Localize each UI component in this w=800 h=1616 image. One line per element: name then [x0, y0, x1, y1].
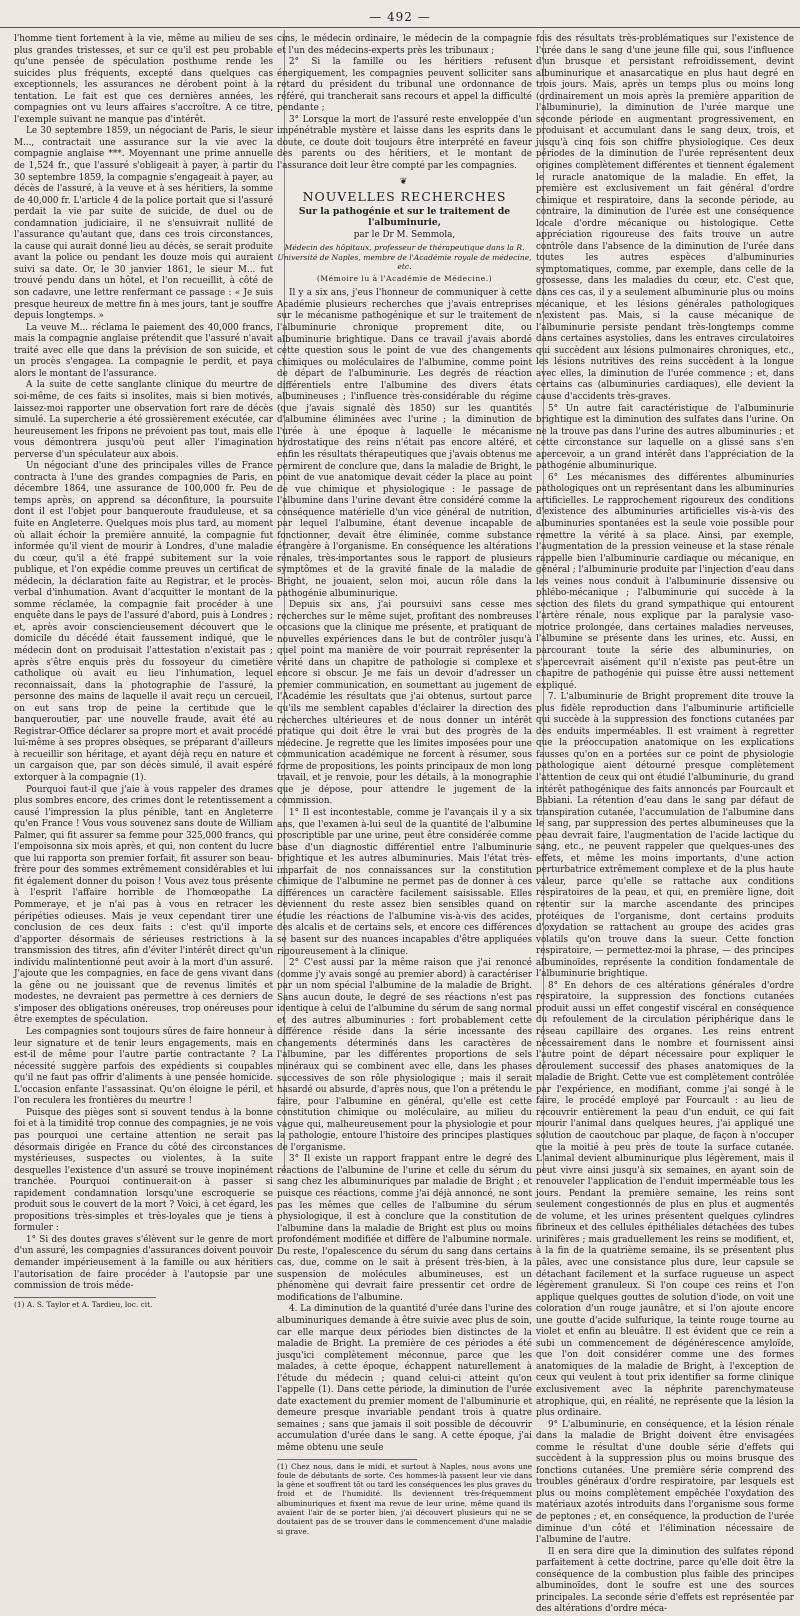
- column-3: [536, 34, 794, 1616]
- col2-paragraph: 3° Lorsque la mort de l'assuré reste enveloppée d'un impénétrable mystère et laisse dans les esprits dans le doute, ce doute doit toujours être interprété en faveur des parents ou des héritiers, et le montant de l'assurance doit leur être compté par les compagnies.: [277, 114, 532, 172]
- footnote-rule: [277, 1459, 417, 1460]
- article-byline: par le Dr M. Semmola,: [353, 229, 456, 240]
- col3-paragraph: 5° Un autre fait caractéristique de l'albuminurie brightique est la diminution des sulfates dans l'urine. On ne la trouve pas dans l'urine des autres albuminuries ; et cette circonstance sur laquelle on a glissé sans s'en apercevoir, a un grand intérêt dans l'appréciation de la pathogénie albuminurique.: [536, 403, 794, 472]
- section-title: NOUVELLES RECHERCHES: [302, 189, 507, 205]
- col2-paragraph: Depuis six ans, j'ai poursuivi sans cesse mes recherches sur le même sujet, profitant des nombreuses occasions que la clinique me présente, et pratiquant de nouvelles expériences dans le but de contrôler jusqu'à quel point ma manière de voir pourrait représenter la vérité dans un chapitre de pathologie si complexe et encore si obscur. Je me fais un devoir d'adresser un premier communication, en soumettant au jugement de l'Académie les résultats que j'ai obtenus, surtout parce qu'ils me semblent capables d'éclairer la direction des recherches ultérieures et de nous donner un intérêt pratique qui doit être le vrai but des progrès de la médecine. Je regrette que les limites imposées pour une communication académique ne forcent à résumer, sous forme de propositions, les points principaux de mon long travail, et je renvoie, pour les détails, à la monographie que je dépose, pour attendre le jugement de la commission.: [277, 600, 532, 807]
- col1-paragraph: Le 30 septembre 1859, un négociant de Paris, le sieur M..., contractait une assurance sur la vie avec la compagnie anglaise ***. Moyennant une prime annuelle de 1,524 fr., que l'assuré s'obligeait à payer, à partir du 30 septembre 1859, la compagnie s'engageait à payer, au décès de l'assuré, à la veuve et à ses héritiers, la somme de 40,000 fr. L'article 4 de la police portait que si l'assuré perdait la vie par suite de suicide, de duel ou de condamnation judiciaire, il ne s'ensuivrait nullité de l'assurance qu'autant que, dans ces trois circonstances, la cause qui aurait donné lieu au décès, se serait produite avant la police ou pendant les douze mois qui auraient suivi sa date. Or, le 30 janvier 1861, le sieur M... fut trouvé pendu dans un hôtel, et l'on recueillit, à côté de son cadavre, une lettre renfermant ce passage : « Je suis presque heureux de mettre fin à mes jours, tant je souffre depuis longtemps. »: [14, 126, 273, 322]
- column-1: [14, 34, 273, 1616]
- article-separator-ornament: ❦: [399, 176, 410, 187]
- col3-paragraph: 9° L'albuminurie, en conséquence, et la lésion rénale dans la maladie de Bright doivent être envisagées comme le résultat d'une double série d'effets qui succèdent à la suppression plus ou moins brusque des fonctions cutanées. Une première série comprend des troubles généraux d'ordre respiratoire, par lesquels est plus ou moins complètement empêchée l'oxydation des matériaux azotés introduits dans l'organisme sous forme de peptones ; et, en conséquence, la production de l'urée diminue d'un côté et l'élimination nécessaire de l'albumine de l'autre.: [536, 1419, 794, 1546]
- col2-paragraph: 2° C'est aussi par la même raison que j'ai renoncé (comme j'y avais songé au premier abord) à caractériser par un nom spécial l'albumine de la maladie de Bright. Sans aucun doute, le degré de ses réactions n'est pas identique à celui de l'albumine du sérum de sang normal et des autres albuminuries : fort probablement cette différence réside dans la série incessante des changements déterminés dans les caractères de l'albumine, par les différentes proportions de sels minéraux qui se combinent avec elle, dans les phases successives de son rôle physiologique ; mais il serait hasardé ou absurde, d'après nous, que l'on a prétendu le faire, pour l'albumine en général, qu'elle est cette constitution chimique ou moléculaire, au milieu du vague qui, malheureusement pour la physiologie et pour la pathologie, entoure l'histoire des principes plastiques de l'organisme.: [277, 958, 532, 1153]
- col3-paragraph: fois des résultats très-problématiques sur l'existence de l'urée dans le sang d'une jeune fille qui, sous l'influence d'un brusque et persistant refroidissement, devint albuminurique et anasarcatique en plus haut degré en trois jours. Mais, après un temps plus ou moins long (ordinairement un mois après la première apparition de l'albuminurie), la diminution de l'urée marque une seconde période en augmentant progressivement, en produisant et accumulant dans le sang deux, trois, et jusqu'à cinq fois son chiffre physiologique. Ces deux périodes de la diminution de l'urée représentent deux origines complètement différentes et tiennent également le ruracle anatomique de la maladie. En effet, la première est exclusivement un fait général d'ordre chimique et respiratoire, dans la seconde période, au contraire, la diminution de l'urée est une conséquence locale d'ordre mécanique ou histologique. Cette appréciation rigoureuse des faits trouve un autre contrôle dans l'absence de la diminution de l'urée dans toutes les autres espèces d'albuminuries symptomatiques, comme, par exemple, dans celle de la grossesse, dans les maladies du cœur, etc. C'est que, dans ces cas, il y a seulement albuminurie plus ou moins mécanique, et les lésions générales pathologiques n'existent pas. Mais, si la cause mécanique de l'albuminurie persiste pendant très-longtemps comme dans certaines asystolies, dans les entraves circulatoires qui succèdent aux lésions pulmonaires chroniques, etc., les lésions nutritives des reins succèdent à la longue avec elles, la diminution de l'urée commence ; et, dans certains cas (albuminuries cardiaques), elle devient la cause d'accidents très-graves.: [536, 34, 794, 402]
- col3-paragraph: 7. L'albuminurie de Bright proprement dite trouve la plus fidèle reproduction dans l'albuminurie artificielle qui succède à la suppression des fonctions cutanées par des enduits imperméables. Il est vraiment à regretter que la préoccupation anatomique on les explications fausses qu'on en a portées sur ce point de physiologie pathologique aient détourné presque complètement l'attention de ceux qui ont étudié l'albuminurie, du grand intérêt pathogénique des faits annoncés par Fourcault et Babiani. La rétention d'eau dans le sang par défaut de transpiration cutanée, l'accumulation de l'albumine dans le sang, par suppression des pertes albumineuses que la peau devrait faire, l'augmentation de l'acide lactique du sang, etc., ne peuvent rappeler que quelques-unes des effets, et même les moins importants, d'une action perturbatrice extrêmement complexe et de la plus haute valeur, parce qu'elle se rattache aux conditions respiratoires de la peau, et qui, en première ligne, doit retentir sur la marche ascendante des principes protéiques de l'organisme, dont certains produits d'oxydation se rattachent au groupe des acides gras volatils qu'on trouve dans la sueur. Cette fonction respiratoire, — permettez-moi la phrase, — des principes albuminoïdes, représente la condition fondamentale de l'albuminurie brightique.: [536, 692, 794, 980]
- article-title: Sur la pathogénie et sur le traitement de l'albuminurie,: [298, 205, 511, 229]
- col1-paragraph: 1° Si des doutes graves s'élèvent sur le genre de mort d'un assuré, les compagnies d'assurances doivent pouvoir demander impérieusement à la famille ou aux héritiers l'autorisation de faire procéder à l'autopsie par une commission de trois méde-: [14, 1234, 273, 1292]
- col1-paragraph: Puisque des pièges sont si souvent tendus à la bonne foi et à la timidité trop connue des compagnies, je ne vois pas pourquoi une certaine attention ne serait pas désormais dirigée en France du côté des circonstances mystérieuses, suspectes ou violentes, à la suite desquelles l'existence d'un assuré se trouve inopinément tranchée. Pourquoi continuerait-on à passer si rapidement condamnation lorsqu'une escroquerie se produit sous le couvert de la mort ? Voici, à cet égard, les propositions très-simples et très-loyales que je tiens à formuler :: [14, 1107, 273, 1234]
- col1-paragraph: Les compagnies sont toujours sûres de faire honneur à leur signature et de tenir leurs engagements, mais en est-il de même pour l'autre partie contractante ? La nécessité suggère parfois des expédients si coupables qu'il ne faut pas offrir d'aliments à une pensée homicide. L'occasion enfante l'assassinat. Qu'on éloigne le péril, et l'on reculera les frontières du meurtre !: [14, 1027, 273, 1107]
- col1-paragraph: Pourquoi faut-il que j'aie à vous rappeler des drames plus sombres encore, des crimes dont le retentissement a causé l'impression la plus pénible, tant en Angleterre qu'en France ! Vous vous souvenez sans doute de William Palmer, qui fit assurer sa femme pour 325,000 francs, qui l'empoisonna six mois après, et qui, non content du lucre que lui rapporta son premier forfait, fit assurer son beau-frère pour des sommes extrêmement considérables et lui fit également donner du poison ! Vous avez tous présente à l'esprit l'affaire horrible de l'homœopathe La Pommeraye, et je n'ai pas à vous en retracer les péripéties odieuses. Mais je veux cependant tirer une conclusion de ces deux faits : c'est qu'il importe d'apporter désormais de sérieuses restrictions à la transmission des titres, afin d'éviter l'intérêt direct qu'un individu malintentionné peut avoir à la mort d'un assuré. J'ajoute que les compagnies, en face de gens vivant dans la gêne ou ne jouissant que de revenus limités et modestes, ne devraient pas permettre à ces derniers de s'imposer des obligations onéreuses, trop onéreuses pour être exemptes de spéculation.: [14, 784, 273, 1026]
- col2-footnote: (1) Chez nous, dans le midi, et surtout à Naples, nous avons une foule de débutants de sorte. Ces hommes-là passent leur vie dans la gène et souffrent tôt ou tard les conséquences les plus graves du froid et de l'humidité. Ils deviennent très-fréquemment albuminuriques et fixent ma revue de leur urine, même quand ils avaient l'air de se porter bien, j'ai découvert plusieurs qui ne se doutaient pas de se trouver dans le commencement d'une maladie si grave.: [277, 1461, 532, 1536]
- col1-paragraph: A la suite de cette sanglante clinique du meurtre de soi-même, de ces faits si insolites, mais si bien motivés, laissez-moi rapporter une observation fort rare de décès simulé. La supercherie a été grossièrement exécutée, car heureusement les fripons ne prévoient pas tout, mais elle vous démontrera jusqu'où peut aller l'imagination perverse d'un spéculateur aux abois.: [14, 380, 273, 460]
- col3-paragraph: Il en sera dire que la diminution des sulfates répond parfaitement à cette doctrine, parce qu'elle doit être la conséquence de la combustion plus faible des principes albuminoïdes, dont le soufre est une des sources principales. La seconde série d'effets est représentée par des altérations d'ordre méca-: [536, 1546, 794, 1615]
- memoir-note: (Mémoire lu à l'Académie de Médecine.): [316, 273, 493, 283]
- col3-paragraph: 6° Les mécanismes des différentes albuminuries pathologiques ont un représentant dans les albuminuries artificielles. Le rapprochement rigoureux des conditions d'existence des albuminuries artificielles vis-à-vis des albuminuries spontanées est la seule voie possible pour remettre la vérité à sa place. Ainsi, par exemple, l'augmentation de la pression veineuse et la stase rénale rappelle bien l'albuminurie cardiaque ou mécanique, en général ; l'albuminurie produite par l'injection d'eau dans les veines nous conduit à l'albuminurie dissensive ou phlébo-mécanique ; l'albuminurie qui succède à la section des filets du grand sympathique qui entourent l'artère rénale, nous explique par la paralysie vaso-motrice prolongée, dans certaines maladies nerveuses, l'albumine se présente dans les urines, etc. Aussi, en parcourant toute la série des albuminuries, on s'apercevrait aisément qu'il n'existe pas peut-être un chapitre de pathogénie qui puisse être aussi nettement expliqué.: [536, 472, 794, 691]
- col1-paragraph: La veuve M... réclama le paiement des 40,000 francs, mais la compagnie anglaise prétendit que l'assuré n'avait traité avec elle que dans la prévision de son suicide, et un procès s'engagea. La compagnie le perdit, et paya alors le montant de l'assurance.: [14, 322, 273, 379]
- col1-footnote: (1) A. S. Taylor et A. Tardieu, loc. cit.: [14, 1299, 153, 1309]
- footnote-rule: [14, 1297, 156, 1298]
- col2-paragraph: 4. La diminution de la quantité d'urée dans l'urine des albuminuriques demande à être suivie avec plus de soin, car elle marque deux périodes bien distinctes de la maladie de Bright. La première de ces périodes a été jusqu'ici complètement méconnue, parce que les malades, à cette époque, échappent naturellement à l'étude du médecin ; quand celui-ci atteint qu'on l'appelle (1). Dans cette période, la diminution de l'urée date exactement du premier moment de l'albuminurie et demeure presque invariable pendant trois à quatre semaines ; sans que jamais il soit possible de découvrir accumulation d'urée dans le sang. A cette époque, j'ai même obtenu une seule: [277, 1304, 532, 1454]
- columns: [14, 34, 794, 1615]
- col1-paragraph: l'homme tient fortement à la vie, même au milieu de ses plus grandes tristesses, et sur ce qu'il est peu probable qu'une pensée de spéculation posthume rende les suicides plus fréquents, excepté dans quelques cas exceptionnels, les assurances ne dérobent point à la tentation. Le fait est que ces dernières années, les compagnies ont vu leurs affaires s'accroître. A ce titre, l'exemple suivant ne manque pas d'intérêt.: [14, 34, 273, 125]
- col2-paragraph: 1° Il est incontestable, comme je l'avançais il y a six ans, que l'examen à-lui seul de la quantité de l'albumine proscriptible par une urine, peut être considérée comme base d'un diagnostic différentiel entre l'albuminurie brightique et les autres albuminuries. Mais l'état très-imparfait de nos connaissances sur la constitution chimique de l'albumine ne permet pas de donner à ces différences un caractère facilement saisissable. Elles deviennent du reste assez bien sensibles quand on étudie les réactions de l'albumine vis-à-vis des acides, des alcalis et de certains sels, et encore ces différences se basent sur des nuances incapables d'être appliquées rigoureusement à la clinique.: [277, 807, 532, 957]
- col2-paragraph: cins, le médecin ordinaire, le médecin de la compagnie et l'un des médecins-experts près les tribunaux ;: [277, 34, 532, 56]
- col1-paragraph: Un négociant d'une des principales villes de France contracta à l'une des grandes compagnies de Paris, en décembre 1864, une assurance de 100,000 fr. Peu de temps après, on apprend sa déconfiture, la poursuite dont il est l'objet pour banqueroute frauduleuse, et sa fuite en Angleterre. Quelques mois plus tard, au moment où allait échoir la première annuité, la compagnie fut informée qu'il vient de mourir à Londres, d'une maladie du cœur, qu'il a été frappé subitement sur la voie publique, et l'on expédie comme preuves un certificat de médecin, la déclaration faite au Registrar, et le procès-verbal d'inhumation. Avant d'acquitter le montant de la somme réclamée, la compagnie fait procéder à une enquête dans le pays de l'assuré d'abord, puis à Londres ; et, après avoir consciencieusement découvert que le domicile du décédé était faussement indiqué, que le médecin dont on produisait l'attestation n'existait pas ; après s'être enquis près du fossoyeur du cimetière catholique où avait eu lieu l'inhumation, lequel reconnaissait, dans la photographie de l'assuré, la personne des mains de laquelle il avait reçu un cercueil, on eut sans trop de peine la certitude que le banqueroutier, par une nouvelle fraude, avait été au Registrar-Office déclarer sa propre mort et avait procédé lui-même à ses propres obsèques, se préparant d'ailleurs à recueillir son héritage, et ayant déjà reçu en nature et un cargaison que, par son décès simulé, il avait espéré extorquer à la compagnie (1).: [14, 461, 273, 783]
- col2-paragraph: 3° Il existe un rapport frappant entre le degré des réactions de l'albumine de l'urine et celle du sérum du sang chez les albuminuriques par maladie de Bright ; et puisque ces réactions, comme j'ai déjà annoncé, ne sont pas les mêmes que celles de l'albumine du sérum physiologique, il est à conclure que la constitution de l'albumine dans la maladie de Bright est plus ou moins profondément modifiée et diffère de l'albumine normale. Du reste, l'opalescence du sérum du sang dans certains cas, due, comme on le sait à présent très-bien, à la suspension de molécules albumineuses, est un phénomène qui devrait faire pressentir cet ordre de modifications de l'albumine.: [277, 1154, 532, 1303]
- author-affiliation: Médecin des hôpitaux, professeur de thérapeutique dans la R. Université de Naples, membre de l'Académie royale de médecine, etc.: [277, 243, 532, 272]
- col2-paragraph: 2° Si la famille ou les héritiers refusent énergiquement, les compagnies peuvent solliciter sans retard du président du tribunal une ordonnance de référé, qui trancherait sans recours et appel la difficulté pendante ;: [277, 57, 532, 114]
- top-rule: [0, 27, 800, 28]
- col2-paragraph: Il y a six ans, j'eus l'honneur de communiquer à cette Académie plusieurs recherches que j'avais entreprises sur le mécanisme pathogénique et sur le traitement de l'albuminurie chronique proprement dite, ou albuminurie brightique. Dans ce travail j'avais abordé cette question sous le point de vue des changements chimiques ou moléculaires de l'albumine, comme point de départ de l'albuminurie. Les degrés de réaction différentiels entre l'albumine des divers états albumineuses ; l'influence très-considérable du régime (que j'avais signalé dès 1850) sur les quantités d'albumine éliminées avec l'urine ; la diminution de l'urée à une époque à laquelle le mécanisme hydrostatique des reins n'était pas encore altéré, et enfin les résultats thérapeutiques que j'avais obtenus me permirent de conclure que, dans la maladie de Bright, le point de vue anatomique devait céder la place au point de vue chimique et physiologique : le passage de l'albumine dans l'urine devant être considéré comme la conséquence matérielle d'un vice général de nutrition, par lequel l'albumine, étant devenue incapable de fonctionner, devait être éliminée, comme substance étrangère à l'organisme. En conséquence les altérations rénales, très-importantes sous le rapport de plusieurs symptômes et de la gravité finale de la maladie de Bright, ne jouaient, selon moi, aucun rôle dans la pathogénie albuminurique.: [277, 288, 532, 599]
- column-2: [277, 34, 532, 1616]
- col3-paragraph: 8° En dehors de ces altérations générales d'ordre respiratoire, la suppression des fonctions cutanées produit aussi un effet congestif viscéral en conséquence du refoulement de la circulation périphérique dans le réseau capillaire des organes. Les reins entrent nécessairement dans le nombre et fournissent ainsi l'autre point de départ nécessaire pour expliquer le déroulement successif des phases anatomiques de la maladie de Bright. Cette vue est complètement contrôlée par l'expérience, en modifiant, comme j'ai songé à le faire, le procédé employé par Fourcault : au lieu de recouvrir entièrement la peau d'un enduit, ce qui fait mourir l'animal dans quelques heures, j'ai appliqué une solution de caoutchouc par plaque, de façon à n'occuper que la moitié à peu près de toute la surface cutanée. L'animal devient albuminurique plus légèrement, mais il peut vivre ainsi jusqu'à six semaines, en ayant soin de renouveler l'application de l'enduit imperméable tous les jours. Pendant la première semaine, les reins sont seulement congestionnés de plus en plus et augmentés de volume, et les urines présentent quelques cylindres fibrineux et des cellules épithéliales détachées des tubes urinifères ; mais graduellement les reins se modifient, et, à la fin de la quatrième semaine, ils se présentent plus pâles, avec une consistance plus dure, leur capsule se détachant facilement et la surface rugueuse un aspect légèrement granuleux. Si l'on coupe ces reins et l'on applique quelques gouttes de solution d'iode, on voit une coloration d'un rouge jaunâtre, et si l'on ajoute encore une goutte d'acide sulfurique, la teinte rouge tourne au violet et enfin au bleuâtre. Il est évident que ce rein a subi un commencement de dégénérescence amyloïde, que l'on doit considérer comme une des formes anatomiques de la maladie de Bright, à l'exception de ceux qui veulent à tout prix identifier sa forme clinique exclusivement avec la néphrite parenchymateuse atrophique, qui, en réalité, ne représente que la lésion la plus ordinaire.: [536, 980, 794, 1419]
- page-number: — 492 —: [369, 10, 431, 24]
